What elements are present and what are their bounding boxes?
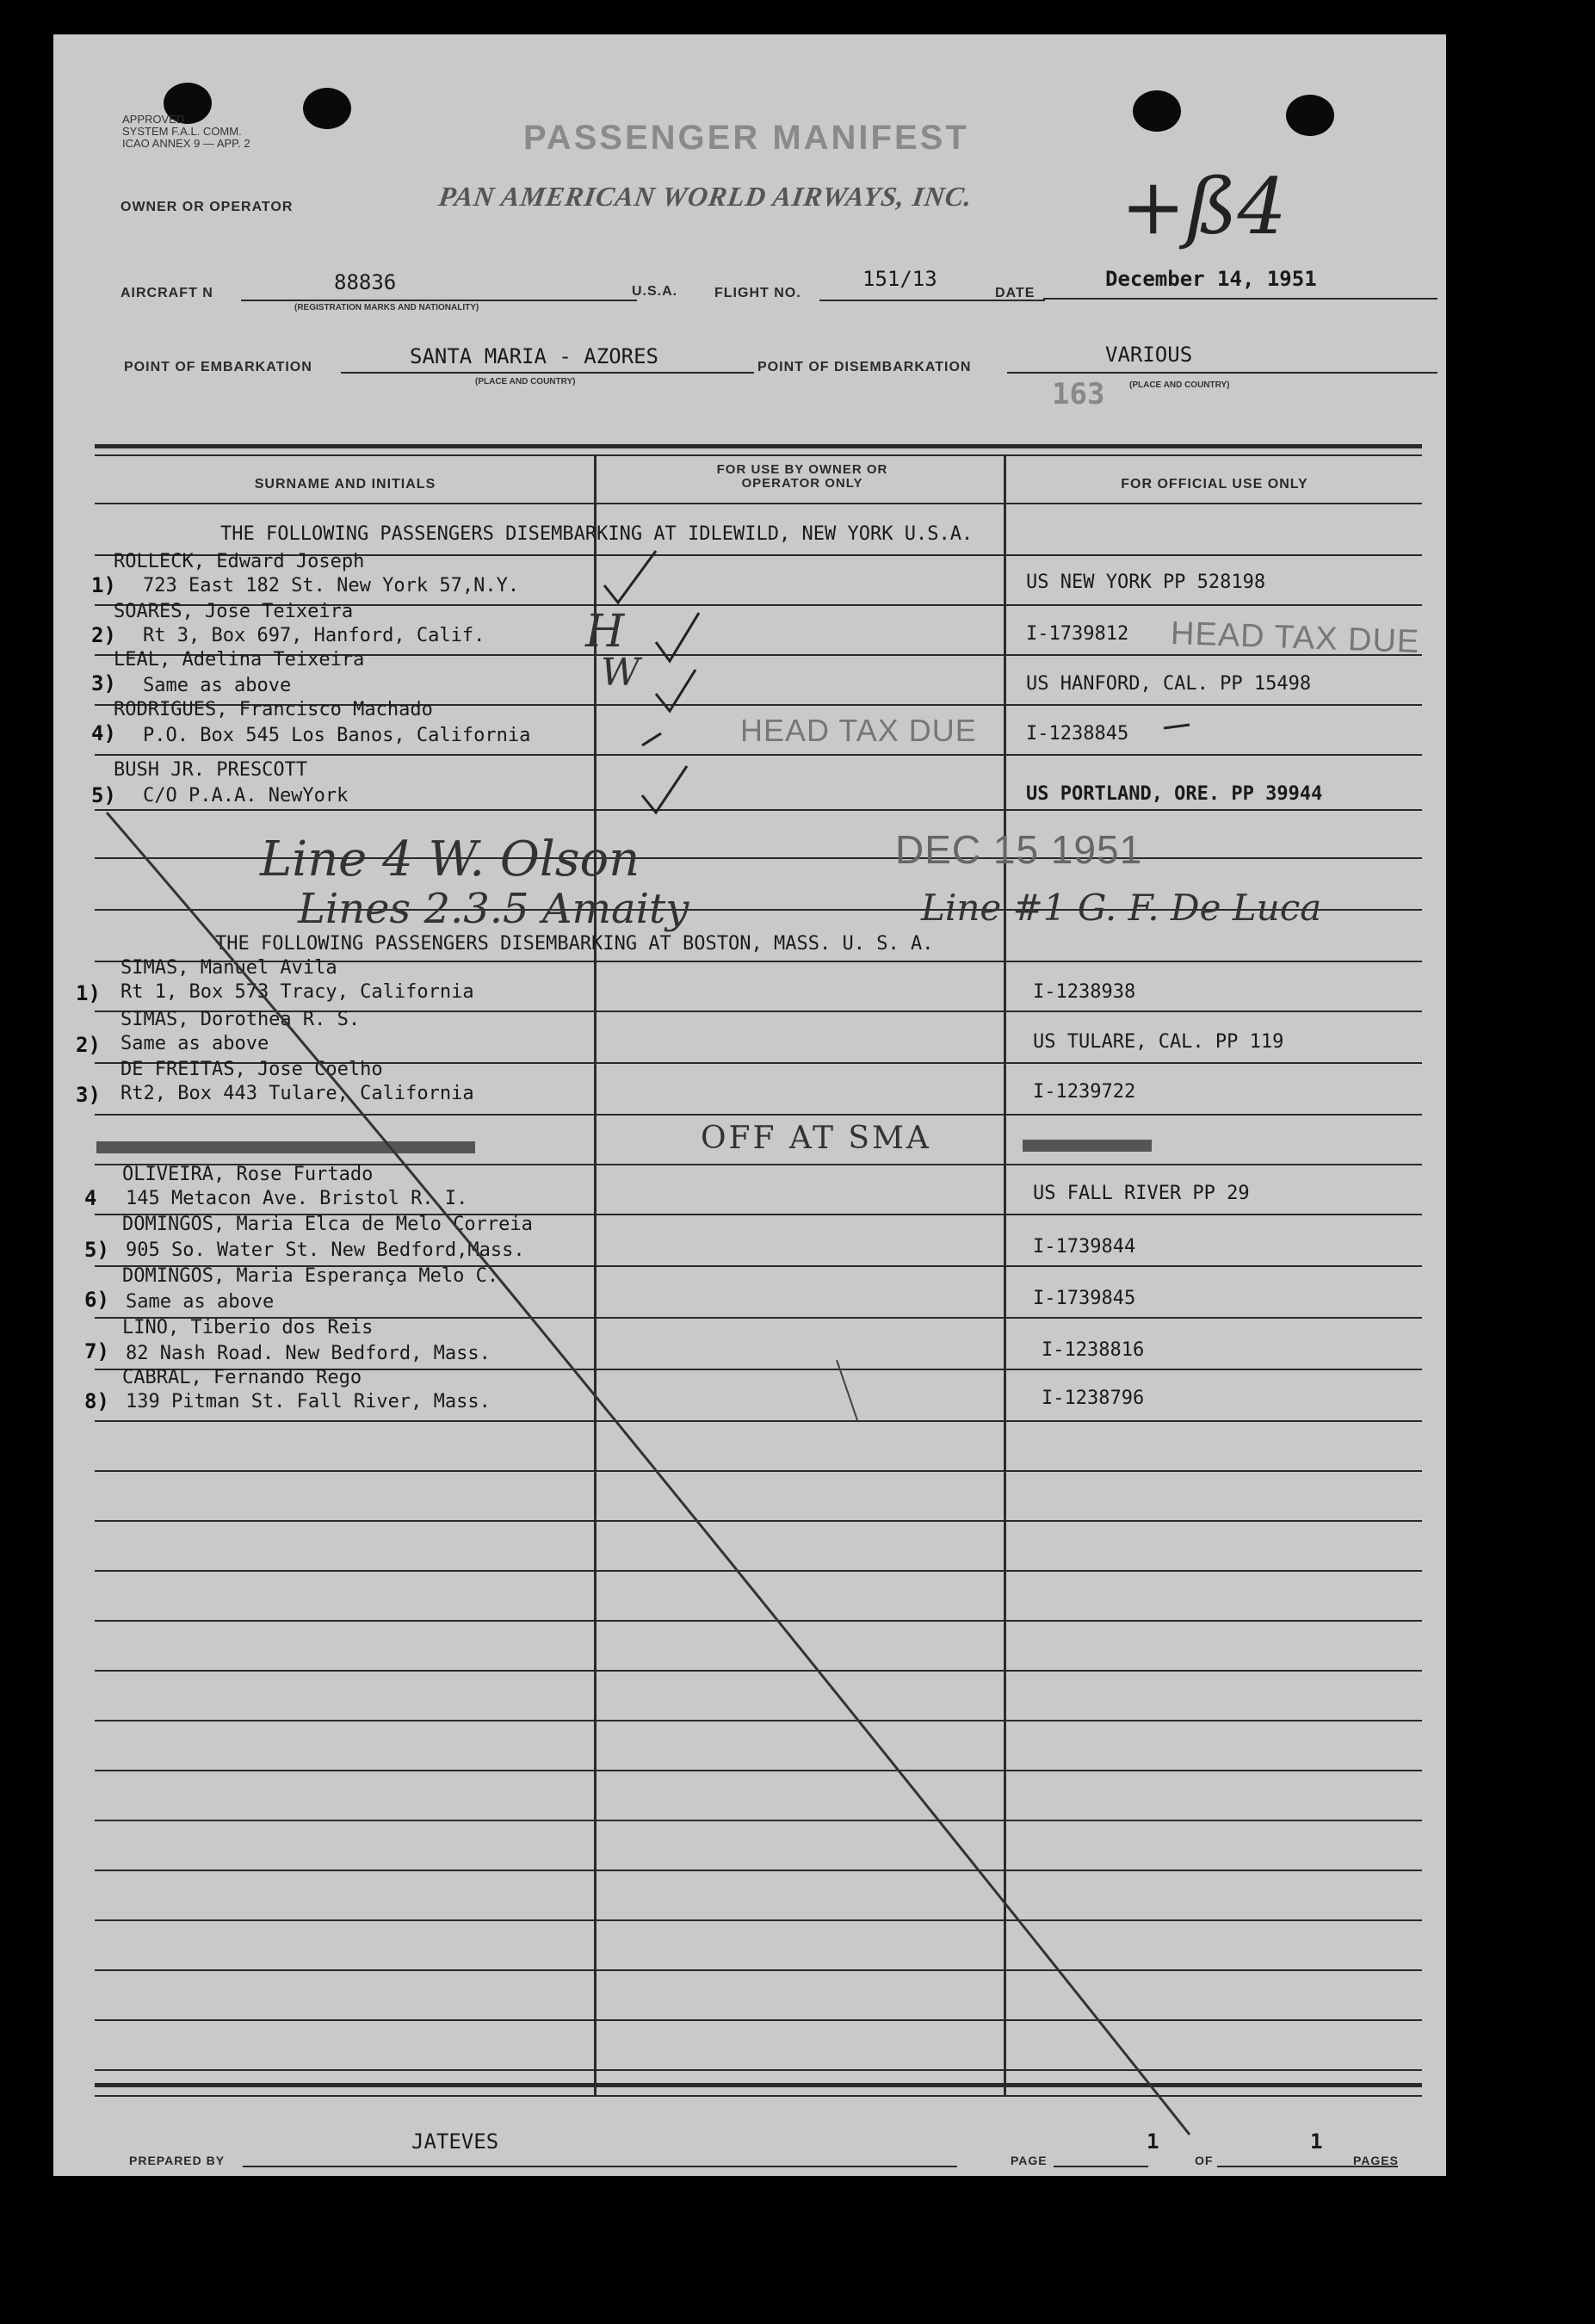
handwritten-reference: +ß4 [1121, 162, 1287, 252]
official-entry: US TULARE, CAL. PP 119 [1033, 1031, 1284, 1053]
passenger-name: SIMAS, Dorothea R. S. [121, 1009, 361, 1030]
passenger-number: 2) [91, 623, 116, 647]
passenger-number: 4) [91, 721, 116, 745]
handwritten-note: Line #1 G. F. De Luca [921, 887, 1322, 929]
date-label: DATE [995, 286, 1036, 300]
section-heading-boston: THE FOLLOWING PASSENGERS DISEMBARKING AT BOSTON, MASS. U. S. A. [215, 933, 934, 955]
passenger-address: Same as above [143, 675, 292, 696]
date-value: December 14, 1951 [1105, 267, 1317, 291]
diagonal-strike-line [107, 813, 1190, 2135]
passenger-address: Rt 3, Box 697, Hanford, Calif. [143, 625, 485, 646]
aircraft-value: 88836 [334, 270, 397, 294]
place-note: (PLACE AND COUNTRY) [475, 377, 576, 386]
page-label: PAGE [1011, 2154, 1048, 2167]
passenger-name: BUSH JR. PRESCOTT [114, 759, 308, 781]
passenger-number: 5) [84, 1238, 109, 1262]
embarkation-value: SANTA MARIA - AZORES [410, 344, 658, 368]
passenger-number: 7) [84, 1339, 109, 1363]
passenger-address: 139 Pitman St. Fall River, Mass. [126, 1391, 491, 1412]
handwritten-mark: W [601, 651, 640, 695]
official-entry: I-1239722 [1033, 1081, 1136, 1103]
passenger-name: DOMINGOS, Maria Esperança Melo C. [122, 1265, 499, 1287]
passenger-number: 1) [91, 573, 116, 597]
passenger-address: Same as above [121, 1033, 269, 1054]
flight-value: 151/13 [862, 267, 937, 291]
passenger-name: LEAL, Adelina Teixeira [114, 649, 365, 671]
page-underline [1054, 2166, 1148, 2167]
official-entry: I-1238938 [1033, 981, 1136, 1003]
off-at-note: OFF AT SMA [701, 1121, 931, 1156]
manifest-page [53, 34, 1446, 2176]
handwritten-note: Lines 2.3.5 Amaity [298, 885, 689, 933]
passenger-address: Rt2, Box 443 Tulare, California [121, 1083, 474, 1104]
aircraft-label: AIRCRAFT N [121, 286, 213, 300]
passenger-number: 4 [84, 1186, 97, 1210]
official-column-header: FOR OFFICIAL USE ONLY [1121, 477, 1308, 491]
official-entry: I-1739845 [1033, 1288, 1136, 1309]
passenger-number: 3) [76, 1083, 101, 1107]
passenger-number: 5) [91, 783, 116, 807]
passenger-address: Same as above [126, 1291, 275, 1313]
registration-note: (REGISTRATION MARKS AND NATIONALITY) [294, 303, 479, 312]
passenger-address: 723 East 182 St. New York 57,N.Y. [143, 575, 520, 596]
passenger-number: 8) [84, 1389, 109, 1413]
prepared-by-underline [243, 2166, 957, 2167]
official-entry: US PORTLAND, ORE. PP 39944 [1026, 783, 1323, 805]
checkmark-icon [604, 551, 1190, 813]
prepared-by-value: JATEVES [411, 2129, 499, 2154]
disembarkation-label: POINT OF DISEMBARKATION [757, 360, 972, 374]
page-title: PASSENGER MANIFEST [523, 119, 969, 157]
flight-label: FLIGHT NO. [714, 286, 801, 300]
head-tax-stamp: HEAD TAX DUE [740, 713, 977, 748]
of-label: OF [1195, 2154, 1214, 2167]
handwritten-note: Line 4 W. Olson [260, 831, 640, 887]
place-note: (PLACE AND COUNTRY) [1129, 380, 1230, 390]
passenger-address: 82 Nash Road. New Bedford, Mass. [126, 1343, 491, 1364]
usa-label: U.S.A. [632, 284, 678, 299]
head-tax-stamp: HEAD TAX DUE [1170, 615, 1420, 661]
date-stamp: DEC 15 1951 [895, 827, 1143, 872]
passenger-address: 905 So. Water St. New Bedford,Mass. [126, 1239, 525, 1261]
passenger-name: DOMINGOS, Maria Elca de Melo Correia [122, 1214, 533, 1235]
disembarkation-value: VARIOUS [1105, 343, 1193, 367]
official-entry: I-1238845 [1026, 723, 1129, 745]
approval-line: ICAO ANNEX 9 — APP. 2 [122, 137, 250, 150]
pages-label: PAGES [1353, 2154, 1399, 2167]
official-entry: US NEW YORK PP 528198 [1026, 572, 1266, 593]
official-entry: I-1238816 [1042, 1339, 1145, 1361]
passenger-name: SIMAS, Manuel Avila [121, 957, 337, 979]
passenger-number: 6) [84, 1288, 109, 1312]
passenger-name: RODRIGUES, Francisco Machado [114, 699, 433, 720]
owner-column-header: FOR USE BY OWNER OR OPERATOR ONLY [716, 462, 888, 491]
handwritten-mark: H [585, 606, 625, 658]
passenger-name: CABRAL, Fernando Rego [122, 1367, 362, 1388]
surname-column-header: SURNAME AND INITIALS [254, 477, 436, 491]
official-entry: US FALL RIVER PP 29 [1033, 1183, 1250, 1204]
passenger-number: 2) [76, 1033, 101, 1057]
operator-name: PAN AMERICAN WORLD AIRWAYS, INC. [436, 181, 975, 212]
passenger-name: ROLLECK, Edward Joseph [114, 551, 365, 572]
passenger-address: P.O. Box 545 Los Banos, California [143, 725, 531, 746]
passenger-name: SOARES, Jose Teixeira [114, 601, 354, 622]
passenger-address: Rt 1, Box 573 Tracy, California [121, 981, 474, 1003]
embarkation-label: POINT OF EMBARKATION [124, 360, 312, 374]
passenger-name: OLIVEIRA, Rose Furtado [122, 1164, 374, 1185]
official-entry: I-1739812 [1026, 623, 1129, 645]
page-count-stamp: 163 [1052, 377, 1105, 411]
passenger-address: C/O P.A.A. NewYork [143, 785, 349, 807]
passenger-name: LINO, Tiberio dos Reis [122, 1317, 374, 1338]
passenger-number: 3) [91, 671, 116, 695]
passenger-address: 145 Metacon Ave. Bristol R. I. [126, 1188, 468, 1209]
pen-marks [53, 34, 1446, 2176]
section-heading-idlewild: THE FOLLOWING PASSENGERS DISEMBARKING AT IDLEWILD, NEW YORK U.S.A. [220, 523, 974, 545]
total-pages-value: 1 [1310, 2129, 1323, 2154]
passenger-number: 1) [76, 981, 101, 1005]
passenger-name: DE FREITAS, Jose Coelho [121, 1059, 383, 1080]
official-entry: I-1739844 [1033, 1236, 1136, 1258]
owner-label: OWNER OR OPERATOR [121, 200, 294, 214]
official-entry: I-1238796 [1042, 1388, 1145, 1409]
page-value: 1 [1147, 2129, 1159, 2154]
pen-tick [837, 1360, 857, 1420]
approval-line: APPROVED [122, 113, 185, 126]
approval-line: SYSTEM F.A.L. COMM. [122, 125, 242, 138]
official-entry: US HANFORD, CAL. PP 15498 [1026, 673, 1312, 695]
prepared-by-label: PREPARED BY [129, 2154, 226, 2167]
